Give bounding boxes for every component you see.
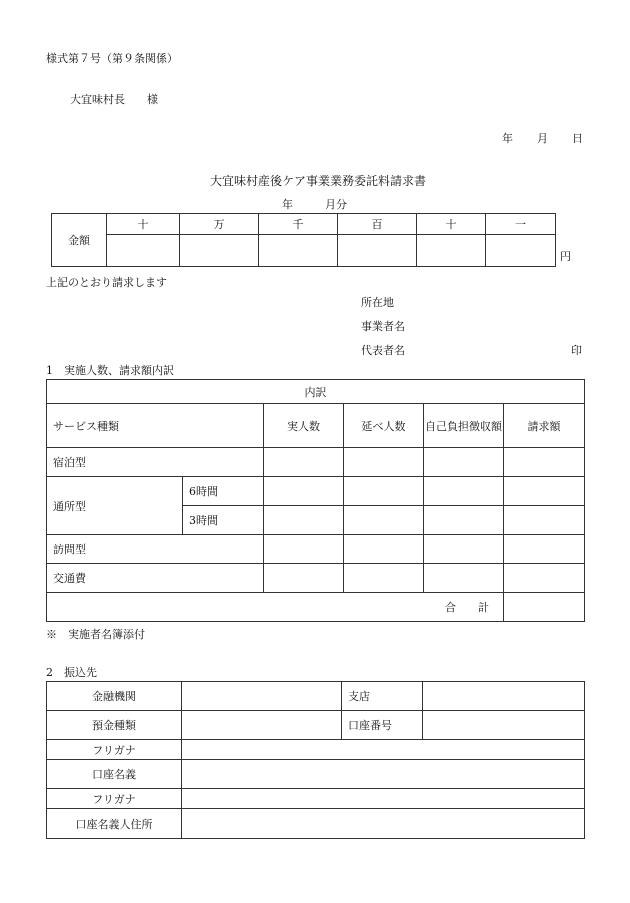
input-cell[interactable] (264, 506, 344, 535)
representative-label: 代表者名 (361, 344, 405, 357)
transfer-table (46, 681, 585, 839)
input-cell[interactable] (344, 535, 424, 564)
total-amount-cell[interactable] (504, 593, 585, 622)
amount-digit-cell[interactable] (180, 235, 259, 267)
address-label: 所在地 (361, 296, 394, 309)
seal-mark: 印 (571, 344, 582, 357)
document-title: 大宜味村産後ケア事業業務委託料請求書 (210, 174, 427, 188)
date-year-label: 年 (502, 132, 513, 145)
input-cell[interactable] (264, 448, 344, 477)
addressee: 大宜味村長 様 (70, 93, 158, 106)
total-count-header: 延べ人数 (344, 404, 424, 448)
digit-label: 十 (417, 214, 486, 235)
breakdown-table (46, 379, 585, 622)
holder-address-label: 口座名義人住所 (47, 809, 182, 839)
period-year-label: 年 (282, 198, 293, 211)
section1-heading: 1 実施人数、請求額内訳 (46, 364, 174, 377)
row-transport-label: 交通費 (47, 564, 264, 593)
input-cell[interactable] (504, 535, 585, 564)
amount-digit-cell[interactable] (417, 235, 486, 267)
input-cell[interactable] (504, 506, 585, 535)
row-stay-label: 宿泊型 (47, 448, 264, 477)
account-name-input[interactable] (182, 760, 585, 789)
input-cell[interactable] (504, 448, 585, 477)
holder-address-input[interactable] (182, 809, 585, 839)
input-cell[interactable] (264, 535, 344, 564)
actual-count-header: 実人数 (264, 404, 344, 448)
amount-label: 金額 (52, 214, 107, 267)
form-number: 様式第７号（第９条関係） (46, 52, 178, 65)
furigana-input[interactable] (182, 740, 585, 760)
furigana-label: フリガナ (47, 740, 182, 760)
date-day-label: 日 (572, 132, 583, 145)
input-cell[interactable] (504, 564, 585, 593)
input-cell[interactable] (344, 506, 424, 535)
row-day6-label: 6時間 (183, 477, 264, 506)
input-cell[interactable] (424, 448, 504, 477)
input-cell[interactable] (424, 535, 504, 564)
section2-heading: 2 振込先 (46, 666, 97, 679)
digit-label: 十 (107, 214, 180, 235)
date-month-label: 月 (537, 132, 548, 145)
branch-input[interactable] (423, 682, 585, 711)
amount-digit-cell[interactable] (107, 235, 180, 267)
digit-label: 万 (180, 214, 259, 235)
account-name-label: 口座名義 (47, 760, 182, 789)
input-cell[interactable] (424, 506, 504, 535)
digit-label: 一 (486, 214, 556, 235)
input-cell[interactable] (344, 564, 424, 593)
attachment-note: ※ 実施者名簿添付 (46, 628, 145, 641)
input-cell[interactable] (424, 564, 504, 593)
request-statement: 上記のとおり請求します (46, 276, 167, 289)
account-number-input[interactable] (423, 711, 585, 740)
amount-table (51, 213, 556, 267)
row-day-label: 通所型 (47, 477, 183, 535)
amount-digit-cell[interactable] (338, 235, 417, 267)
copay-header: 自己負担徴収額 (424, 404, 504, 448)
digit-label: 千 (259, 214, 338, 235)
furigana-input[interactable] (182, 789, 585, 809)
deposit-type-input[interactable] (182, 711, 342, 740)
period-month-label: 月分 (325, 198, 347, 211)
input-cell[interactable] (504, 477, 585, 506)
input-cell[interactable] (344, 448, 424, 477)
bank-label: 金融機関 (47, 682, 182, 711)
furigana-label: フリガナ (47, 789, 182, 809)
amount-digit-cell[interactable] (486, 235, 556, 267)
breakdown-caption: 内訳 (47, 380, 585, 404)
row-visit-label: 訪問型 (47, 535, 264, 564)
request-amount-header: 請求額 (504, 404, 585, 448)
amount-unit: 円 (560, 250, 571, 263)
row-day3-label: 3時間 (183, 506, 264, 535)
bank-input[interactable] (182, 682, 342, 711)
input-cell[interactable] (344, 477, 424, 506)
input-cell[interactable] (264, 477, 344, 506)
account-number-label: 口座番号 (342, 711, 423, 740)
branch-label: 支店 (342, 682, 423, 711)
deposit-type-label: 預金種類 (47, 711, 182, 740)
service-type-header: サービス種類 (47, 404, 264, 448)
amount-digit-cell[interactable] (259, 235, 338, 267)
business-name-label: 事業者名 (361, 320, 405, 333)
input-cell[interactable] (264, 564, 344, 593)
total-label: 合 計 (47, 593, 504, 622)
digit-label: 百 (338, 214, 417, 235)
input-cell[interactable] (424, 477, 504, 506)
